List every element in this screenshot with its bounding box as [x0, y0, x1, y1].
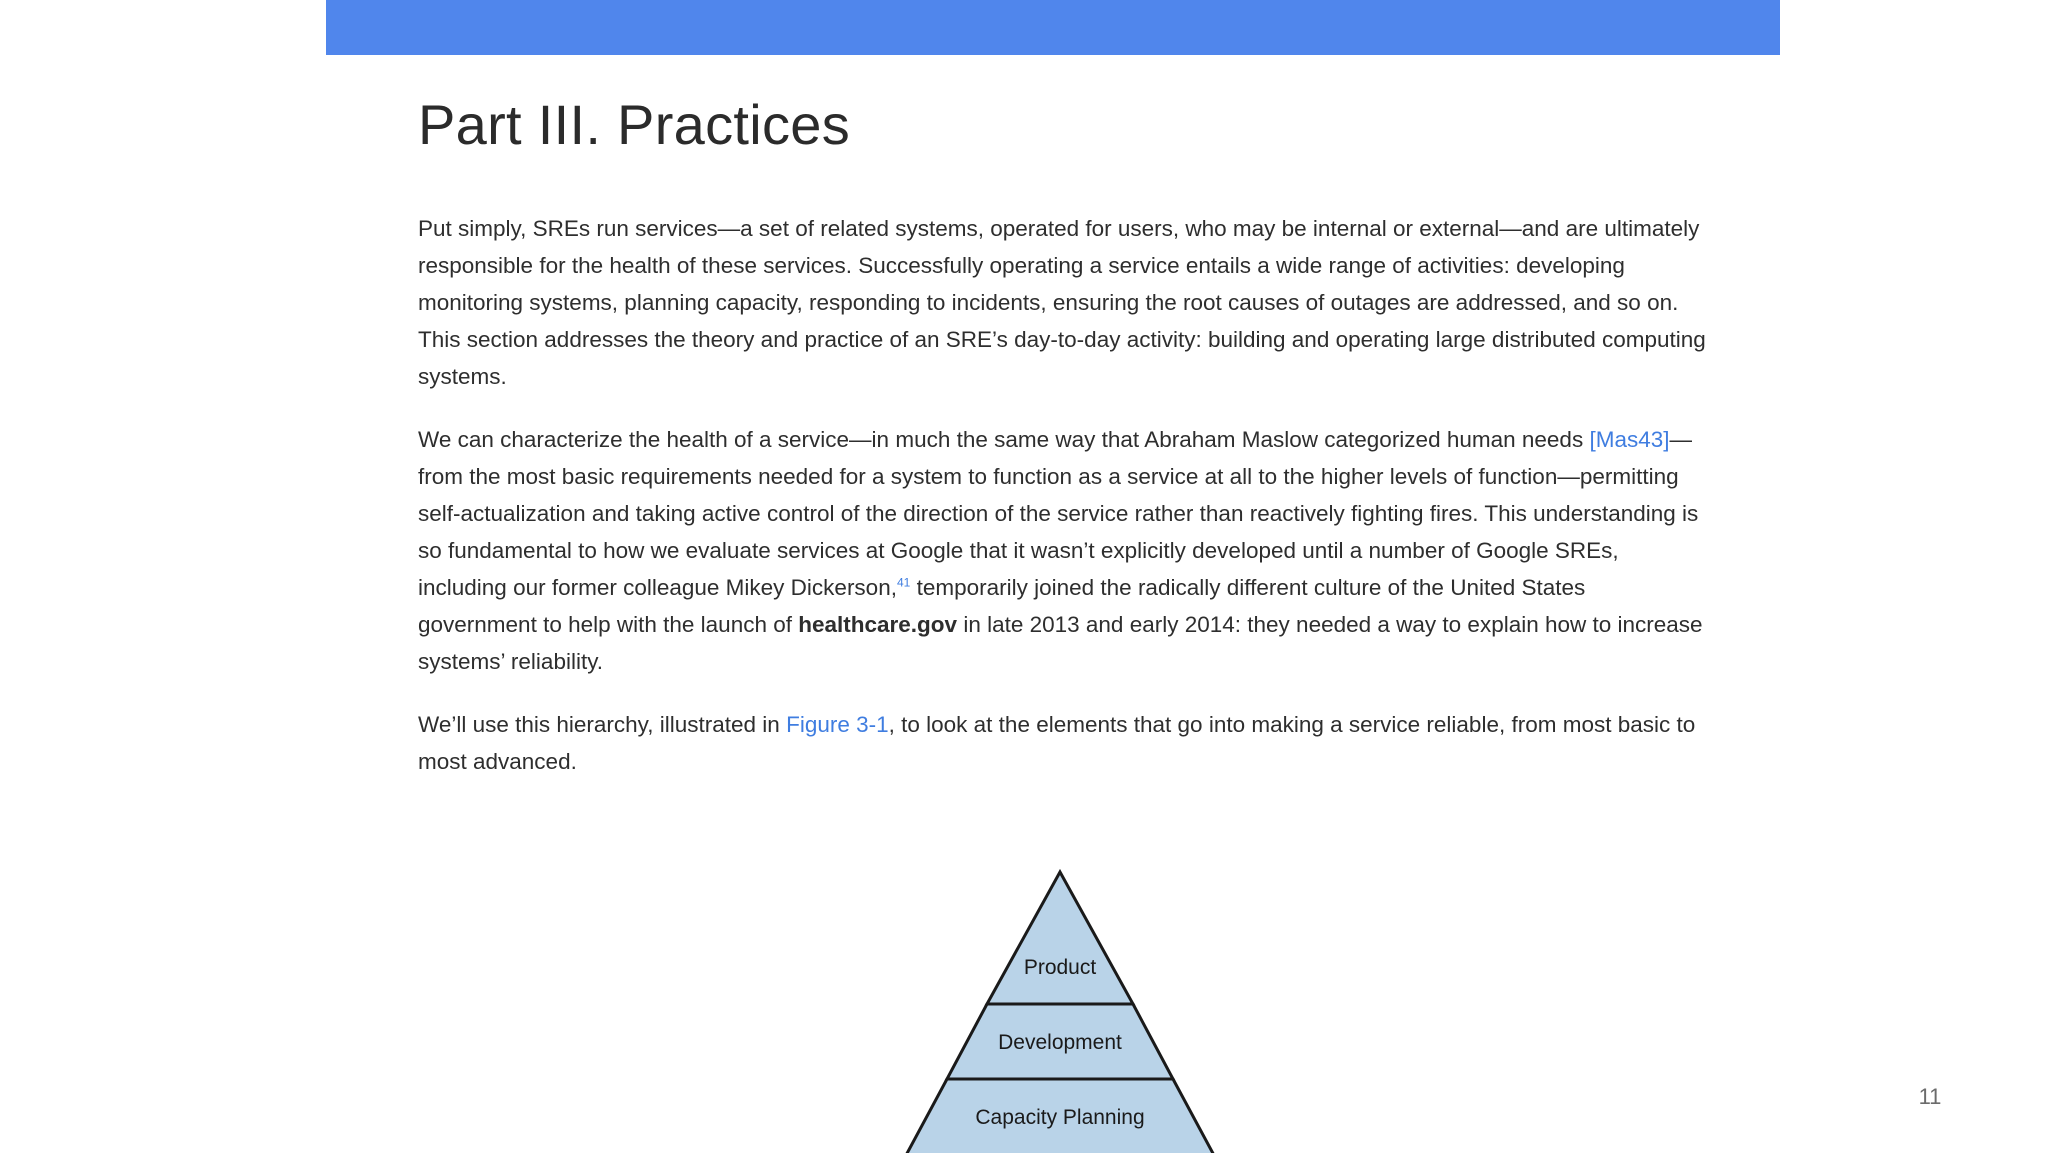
- citation-link-mas43[interactable]: [Mas43]: [1589, 427, 1670, 452]
- pyramid-label-development: Development: [998, 1031, 1122, 1054]
- paragraph-text: temporarily joined the radically different culture of the United States government to help with the launch of: [418, 575, 1586, 637]
- reliability-hierarchy-pyramid: [890, 868, 1330, 1153]
- pyramid-label-capacity-planning: Capacity Planning: [975, 1106, 1145, 1129]
- pyramid-tier-product: [987, 872, 1133, 1004]
- page-title: Part III. Practices: [418, 93, 851, 156]
- footnote-link-41[interactable]: 41: [896, 575, 911, 590]
- paragraph-text: We’ll use this hierarchy, illustrated in: [418, 712, 787, 737]
- paragraph-text: —from the most basic requirements needed for a system to function as a service at all to the higher levels of function—permitting self-actualization and taking active control of the direction of the service rather than reactively fighting fires. This understanding is so fundamental to how we evaluate services at Google that it wasn’t explicitly developed until a number of Google SREs, including our former colleague Mikey Dickerson,: [418, 427, 1699, 600]
- paragraph-text: , to look at the elements that go into making a service reliable, from most basic to most advanced.: [418, 712, 1696, 774]
- paragraph-text: We can characterize the health of a service—in much the same way that Abraham Maslow categorized human needs: [418, 427, 1590, 452]
- paragraph-figure-reference: [418, 706, 1708, 780]
- paragraph-text: in late 2013 and early 2014: they needed a way to explain how to increase systems’ reliability.: [418, 612, 1703, 674]
- page-number: 11: [1918, 1084, 1942, 1109]
- paragraph-intro: Put simply, SREs run services—a set of related systems, operated for users, who may be internal or external—and are ultimately responsible for the health of these services. Successfully operating a service entails a wide range of activities: developing monitoring systems, planning capacity, responding to incidents, ensuring the root causes of outages are addressed, and so on. This section addresses the theory and practice of an SRE’s day-to-day activity: building and operating large distributed computing systems.: [418, 216, 1706, 389]
- paragraph-hierarchy: [418, 421, 1708, 680]
- figure-link[interactable]: Figure 3-1: [786, 712, 889, 737]
- pyramid-label-product: Product: [1023, 956, 1097, 979]
- bold-term: healthcare.gov: [798, 612, 958, 637]
- header-banner: [326, 0, 1780, 55]
